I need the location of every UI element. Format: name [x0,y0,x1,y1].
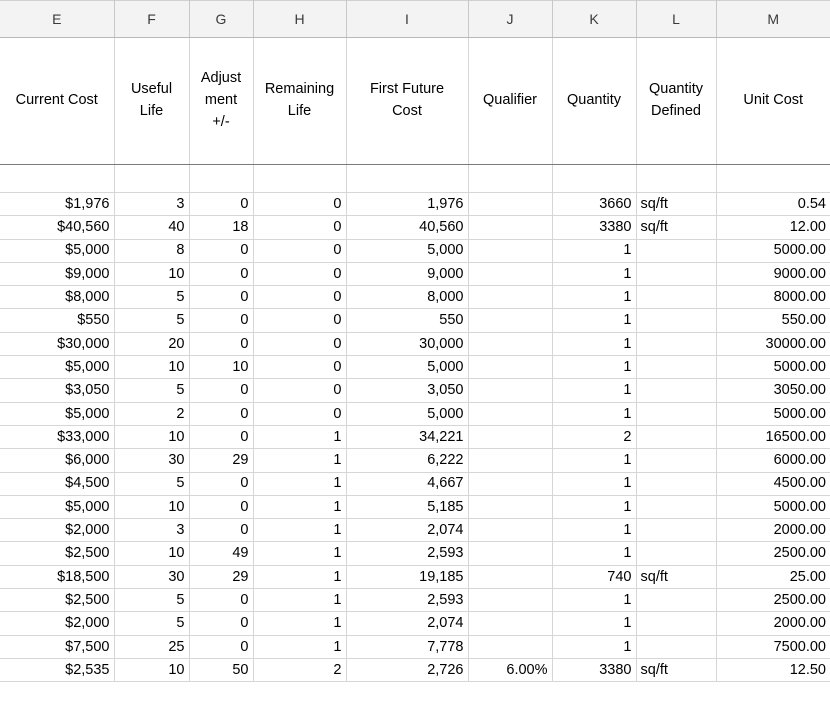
cell[interactable] [636,165,716,193]
remaining-life-cell[interactable]: 0 [253,379,346,402]
qualifier-cell[interactable] [468,216,552,239]
qualifier-cell[interactable] [468,402,552,425]
useful-life-cell[interactable]: 10 [114,542,189,565]
column-header-f[interactable]: F [114,1,189,38]
useful-life-cell[interactable]: 3 [114,519,189,542]
header-current-cost[interactable] [0,38,114,165]
quantity-cell[interactable]: 1 [552,612,636,635]
quantity-defined-cell[interactable]: sq/ft [636,565,716,588]
current-cost-cell[interactable]: $5,000 [0,239,114,262]
header-quantity[interactable] [552,38,636,165]
current-cost-cell[interactable]: $2,535 [0,658,114,681]
first-future-cost-cell[interactable]: 40,560 [346,216,468,239]
quantity-defined-cell[interactable] [636,356,716,379]
useful-life-cell[interactable]: 20 [114,332,189,355]
adjustment-cell[interactable]: 10 [189,356,253,379]
quantity-cell[interactable]: 1 [552,379,636,402]
cell[interactable] [716,165,830,193]
quantity-defined-cell[interactable] [636,635,716,658]
table-row [0,379,830,402]
quantity-defined-cell[interactable] [636,449,716,472]
remaining-life-cell[interactable]: 1 [253,612,346,635]
adjustment-cell[interactable]: 0 [189,402,253,425]
header-adjustment[interactable] [189,38,253,165]
first-future-cost-cell[interactable]: 2,593 [346,542,468,565]
adjustment-cell[interactable]: 0 [189,262,253,285]
useful-life-cell[interactable]: 10 [114,425,189,448]
quantity-defined-cell[interactable] [636,239,716,262]
table-row [0,565,830,588]
header-quantity-defined[interactable] [636,38,716,165]
qualifier-cell[interactable] [468,379,552,402]
remaining-life-cell[interactable]: 1 [253,425,346,448]
qualifier-cell[interactable] [468,565,552,588]
current-cost-cell[interactable]: $9,000 [0,262,114,285]
table-row [0,309,830,332]
quantity-cell[interactable]: 1 [552,472,636,495]
unit-cost-cell[interactable]: 2000.00 [716,519,830,542]
adjustment-cell[interactable]: 0 [189,495,253,518]
qualifier-cell[interactable] [468,239,552,262]
first-future-cost-cell[interactable]: 8,000 [346,286,468,309]
unit-cost-cell[interactable]: 3050.00 [716,379,830,402]
remaining-life-cell[interactable]: 0 [253,332,346,355]
quantity-cell[interactable]: 3660 [552,193,636,216]
qualifier-cell[interactable] [468,635,552,658]
header-text: Quantity [567,92,621,109]
header-text: Life [139,103,164,119]
first-future-cost-cell[interactable]: 5,000 [346,356,468,379]
header-text: Defined [651,103,701,119]
remaining-life-cell[interactable]: 1 [253,542,346,565]
quantity-cell[interactable]: 1 [552,239,636,262]
table-row [0,356,830,379]
current-cost-cell[interactable]: $1,976 [0,193,114,216]
qualifier-cell[interactable] [468,612,552,635]
useful-life-cell[interactable]: 5 [114,379,189,402]
header-text: Adjust [200,70,242,87]
column-header-h[interactable]: H [253,1,346,38]
cell[interactable] [189,165,253,193]
quantity-defined-cell[interactable] [636,309,716,332]
header-text: Cost [392,103,422,119]
qualifier-cell[interactable] [468,425,552,448]
quantity-cell[interactable]: 1 [552,332,636,355]
unit-cost-cell[interactable]: 30000.00 [716,332,830,355]
qualifier-cell[interactable]: 6.00% [468,658,552,681]
adjustment-cell[interactable]: 0 [189,239,253,262]
quantity-defined-cell[interactable] [636,425,716,448]
current-cost-cell[interactable]: $2,000 [0,612,114,635]
header-text: Qualifier [483,92,537,109]
quantity-defined-cell[interactable] [636,542,716,565]
first-future-cost-cell[interactable]: 2,074 [346,612,468,635]
unit-cost-cell[interactable]: 0.54 [716,193,830,216]
unit-cost-cell[interactable]: 7500.00 [716,635,830,658]
column-header-e[interactable]: E [0,1,114,38]
table-row [0,216,830,239]
remaining-life-cell[interactable]: 1 [253,635,346,658]
table-row [0,262,830,285]
qualifier-cell[interactable] [468,542,552,565]
unit-cost-cell[interactable]: 25.00 [716,565,830,588]
current-cost-cell[interactable]: $3,050 [0,379,114,402]
useful-life-cell[interactable]: 2 [114,402,189,425]
quantity-cell[interactable]: 1 [552,262,636,285]
column-header-l[interactable]: L [636,1,716,38]
table-row [0,612,830,635]
useful-life-cell[interactable]: 5 [114,286,189,309]
adjustment-cell[interactable]: 29 [189,449,253,472]
unit-cost-cell[interactable]: 4500.00 [716,472,830,495]
column-header-m[interactable]: M [716,1,830,38]
qualifier-cell[interactable] [468,286,552,309]
first-future-cost-cell[interactable]: 550 [346,309,468,332]
current-cost-cell[interactable]: $550 [0,309,114,332]
useful-life-cell[interactable]: 5 [114,472,189,495]
table-row [0,472,830,495]
unit-cost-cell[interactable]: 8000.00 [716,286,830,309]
remaining-life-cell[interactable]: 2 [253,658,346,681]
table-row [0,658,830,681]
first-future-cost-cell[interactable]: 5,000 [346,239,468,262]
qualifier-cell[interactable] [468,519,552,542]
unit-cost-cell[interactable]: 5000.00 [716,495,830,518]
remaining-life-cell[interactable]: 0 [253,239,346,262]
qualifier-cell[interactable] [468,332,552,355]
unit-cost-cell[interactable]: 550.00 [716,309,830,332]
header-text: Life [287,103,312,119]
first-future-cost-cell[interactable]: 7,778 [346,635,468,658]
useful-life-cell[interactable]: 5 [114,309,189,332]
remaining-life-cell[interactable]: 0 [253,286,346,309]
remaining-life-cell[interactable]: 0 [253,216,346,239]
table-row [0,589,830,612]
useful-life-cell[interactable]: 8 [114,239,189,262]
quantity-defined-cell[interactable] [636,495,716,518]
current-cost-cell[interactable]: $5,000 [0,495,114,518]
cell[interactable] [253,165,346,193]
unit-cost-cell[interactable]: 2500.00 [716,589,830,612]
header-text: Unit Cost [743,92,804,109]
unit-cost-cell[interactable]: 5000.00 [716,402,830,425]
quantity-defined-cell[interactable]: sq/ft [636,216,716,239]
current-cost-cell[interactable]: $40,560 [0,216,114,239]
useful-life-cell[interactable]: 40 [114,216,189,239]
first-future-cost-cell[interactable]: 4,667 [346,472,468,495]
adjustment-cell[interactable]: 0 [189,332,253,355]
adjustment-cell[interactable]: 0 [189,309,253,332]
current-cost-cell[interactable]: $7,500 [0,635,114,658]
remaining-life-cell[interactable]: 1 [253,519,346,542]
current-cost-cell[interactable]: $30,000 [0,332,114,355]
useful-life-cell[interactable]: 10 [114,658,189,681]
table-row [0,542,830,565]
column-header-i[interactable]: I [346,1,468,38]
remaining-life-cell[interactable]: 1 [253,472,346,495]
quantity-cell[interactable]: 3380 [552,216,636,239]
unit-cost-cell[interactable]: 12.00 [716,216,830,239]
first-future-cost-cell[interactable]: 2,074 [346,519,468,542]
cell[interactable] [0,165,114,193]
quantity-cell[interactable]: 1 [552,519,636,542]
first-future-cost-cell[interactable]: 34,221 [346,425,468,448]
quantity-cell[interactable]: 1 [552,449,636,472]
header-text: Quantity [649,81,703,98]
remaining-life-cell[interactable]: 1 [253,565,346,588]
header-first-future-cost[interactable] [346,38,468,165]
current-cost-cell[interactable]: $5,000 [0,356,114,379]
adjustment-cell[interactable]: 49 [189,542,253,565]
quantity-defined-cell[interactable] [636,402,716,425]
remaining-life-cell[interactable]: 1 [253,495,346,518]
current-cost-cell[interactable]: $33,000 [0,425,114,448]
useful-life-cell[interactable]: 30 [114,565,189,588]
qualifier-cell[interactable] [468,472,552,495]
useful-life-cell[interactable]: 25 [114,635,189,658]
quantity-defined-cell[interactable] [636,332,716,355]
cell[interactable] [552,165,636,193]
quantity-cell[interactable]: 3380 [552,658,636,681]
current-cost-cell[interactable]: $4,500 [0,472,114,495]
table-row [0,239,830,262]
useful-life-cell[interactable]: 10 [114,495,189,518]
header-text: Remaining [264,81,335,98]
qualifier-cell[interactable] [468,449,552,472]
title-row [0,38,830,165]
quantity-defined-cell[interactable] [636,262,716,285]
current-cost-cell[interactable]: $2,500 [0,589,114,612]
first-future-cost-cell[interactable]: 5,000 [346,402,468,425]
unit-cost-cell[interactable]: 5000.00 [716,356,830,379]
adjustment-cell[interactable]: 29 [189,565,253,588]
qualifier-cell[interactable] [468,193,552,216]
current-cost-cell[interactable]: $2,000 [0,519,114,542]
quantity-cell[interactable]: 1 [552,542,636,565]
quantity-defined-cell[interactable] [636,379,716,402]
adjustment-cell[interactable]: 0 [189,589,253,612]
useful-life-cell[interactable]: 10 [114,262,189,285]
adjustment-cell[interactable]: 0 [189,519,253,542]
first-future-cost-cell[interactable]: 5,185 [346,495,468,518]
table-row [0,402,830,425]
first-future-cost-cell[interactable]: 30,000 [346,332,468,355]
header-text: ment [204,92,238,109]
quantity-cell[interactable]: 2 [552,425,636,448]
adjustment-cell[interactable]: 0 [189,472,253,495]
remaining-life-cell[interactable]: 0 [253,356,346,379]
header-qualifier[interactable] [468,38,552,165]
unit-cost-cell[interactable]: 2500.00 [716,542,830,565]
header-remaining-life[interactable] [253,38,346,165]
quantity-cell[interactable]: 740 [552,565,636,588]
cell[interactable] [114,165,189,193]
quantity-cell[interactable]: 1 [552,635,636,658]
qualifier-cell[interactable] [468,495,552,518]
header-text: Current Cost [15,92,98,109]
quantity-defined-cell[interactable] [636,286,716,309]
useful-life-cell[interactable]: 30 [114,449,189,472]
quantity-defined-cell[interactable] [636,589,716,612]
table-row [0,635,830,658]
current-cost-cell[interactable]: $8,000 [0,286,114,309]
adjustment-cell[interactable]: 0 [189,193,253,216]
header-useful-life[interactable] [114,38,189,165]
quantity-defined-cell[interactable] [636,519,716,542]
quantity-defined-cell[interactable]: sq/ft [636,658,716,681]
first-future-cost-cell[interactable]: 9,000 [346,262,468,285]
adjustment-cell[interactable]: 0 [189,286,253,309]
qualifier-cell[interactable] [468,309,552,332]
table-row [0,495,830,518]
table-row [0,425,830,448]
quantity-cell[interactable]: 1 [552,589,636,612]
quantity-cell[interactable]: 1 [552,402,636,425]
first-future-cost-cell[interactable]: 19,185 [346,565,468,588]
adjustment-cell[interactable]: 0 [189,425,253,448]
qualifier-cell[interactable] [468,356,552,379]
first-future-cost-cell[interactable]: 3,050 [346,379,468,402]
header-unit-cost[interactable] [716,38,830,165]
qualifier-cell[interactable] [468,262,552,285]
remaining-life-cell[interactable]: 1 [253,449,346,472]
useful-life-cell[interactable]: 5 [114,589,189,612]
unit-cost-cell[interactable]: 2000.00 [716,612,830,635]
remaining-life-cell[interactable]: 0 [253,262,346,285]
unit-cost-cell[interactable]: 6000.00 [716,449,830,472]
quantity-defined-cell[interactable] [636,612,716,635]
useful-life-cell[interactable]: 5 [114,612,189,635]
useful-life-cell[interactable]: 3 [114,193,189,216]
adjustment-cell[interactable]: 0 [189,635,253,658]
quantity-cell[interactable]: 1 [552,309,636,332]
unit-cost-cell[interactable]: 12.50 [716,658,830,681]
quantity-cell[interactable]: 1 [552,356,636,379]
unit-cost-cell[interactable]: 9000.00 [716,262,830,285]
remaining-life-cell[interactable]: 0 [253,402,346,425]
adjustment-cell[interactable]: 18 [189,216,253,239]
adjustment-cell[interactable]: 0 [189,379,253,402]
first-future-cost-cell[interactable]: 2,593 [346,589,468,612]
current-cost-cell[interactable]: $6,000 [0,449,114,472]
quantity-cell[interactable]: 1 [552,286,636,309]
column-header-g[interactable]: G [189,1,253,38]
header-text: Useful [130,81,173,98]
column-header-bar [0,1,830,38]
qualifier-cell[interactable] [468,589,552,612]
table-row [0,449,830,472]
first-future-cost-cell[interactable]: 1,976 [346,193,468,216]
quantity-defined-cell[interactable]: sq/ft [636,193,716,216]
table-row [0,286,830,309]
adjustment-cell[interactable]: 50 [189,658,253,681]
cell[interactable] [468,165,552,193]
remaining-life-cell[interactable]: 1 [253,589,346,612]
current-cost-cell[interactable]: $2,500 [0,542,114,565]
unit-cost-cell[interactable]: 16500.00 [716,425,830,448]
adjustment-cell[interactable]: 0 [189,612,253,635]
useful-life-cell[interactable]: 10 [114,356,189,379]
column-header-j[interactable]: J [468,1,552,38]
blank-row [0,165,830,193]
column-header-k[interactable]: K [552,1,636,38]
table-row [0,193,830,216]
remaining-life-cell[interactable]: 0 [253,309,346,332]
first-future-cost-cell[interactable]: 6,222 [346,449,468,472]
cell[interactable] [346,165,468,193]
current-cost-cell[interactable]: $18,500 [0,565,114,588]
header-text: First Future [369,81,445,98]
table-row [0,332,830,355]
quantity-cell[interactable]: 1 [552,495,636,518]
first-future-cost-cell[interactable]: 2,726 [346,658,468,681]
table-row [0,519,830,542]
unit-cost-cell[interactable]: 5000.00 [716,239,830,262]
current-cost-cell[interactable]: $5,000 [0,402,114,425]
quantity-defined-cell[interactable] [636,472,716,495]
header-text: +/- [212,113,230,130]
remaining-life-cell[interactable]: 0 [253,193,346,216]
